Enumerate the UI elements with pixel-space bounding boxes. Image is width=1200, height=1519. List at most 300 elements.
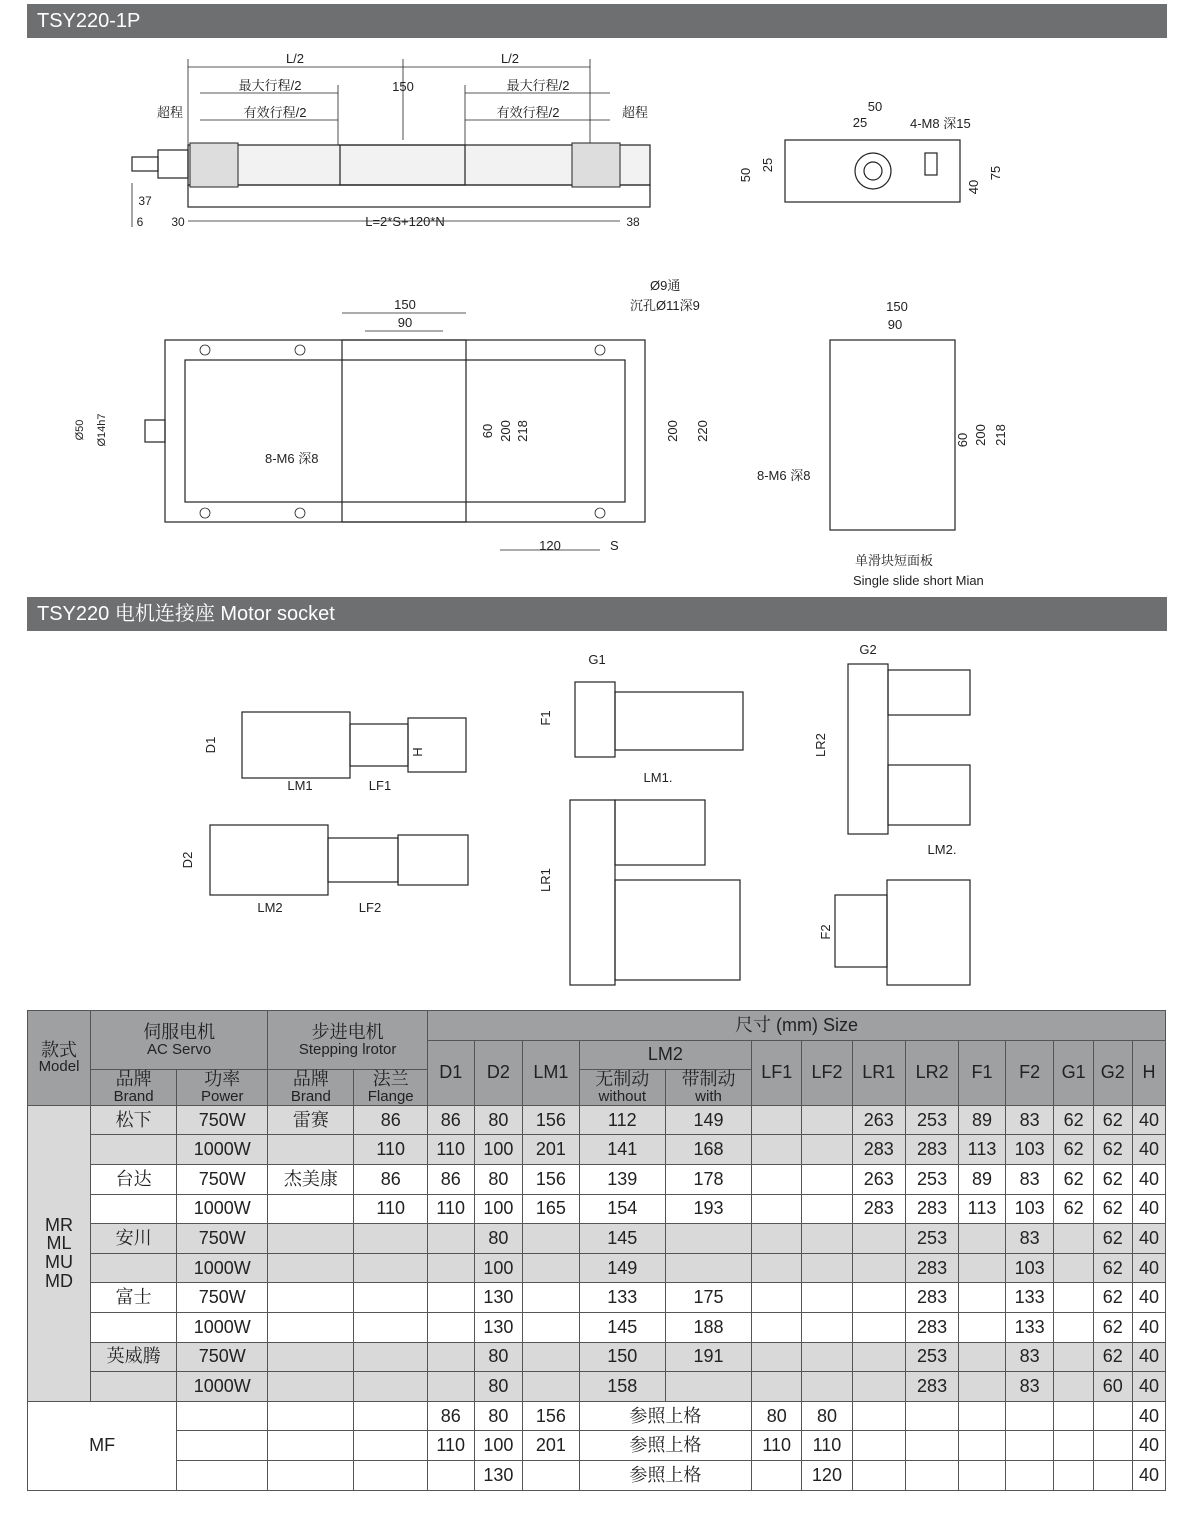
cell-lm2b — [665, 1224, 751, 1254]
cell-lm2b: 188 — [665, 1312, 751, 1342]
cell-lr2: 283 — [905, 1135, 958, 1165]
cell-lr2: 253 — [905, 1342, 958, 1372]
cell-lm1 — [523, 1253, 579, 1283]
cell-lm1 — [523, 1224, 579, 1254]
dim-218: 218 — [515, 420, 530, 442]
cell-h: 40 — [1132, 1312, 1165, 1342]
cell-lr1 — [852, 1224, 905, 1254]
cell-lf2: 110 — [802, 1431, 852, 1461]
cell-f2: 103 — [1005, 1253, 1054, 1283]
head-f2: F2 — [1005, 1040, 1054, 1105]
cell-brand: 台达 — [91, 1165, 177, 1195]
cell-flange — [354, 1372, 427, 1402]
cell-d2: 80 — [474, 1372, 523, 1402]
cell-brand: 富士 — [91, 1283, 177, 1313]
cell-f1 — [959, 1312, 1006, 1342]
cell-g1: 62 — [1054, 1194, 1093, 1224]
cell-d2: 130 — [474, 1460, 523, 1490]
cell-s-brand — [268, 1431, 354, 1461]
head-lr2: LR2 — [905, 1040, 958, 1105]
plate-dim-90: 90 — [887, 317, 903, 332]
cell-lf1 — [752, 1224, 802, 1254]
cell-power: 750W — [177, 1224, 268, 1254]
cell-lm1: 156 — [523, 1401, 579, 1431]
cell-g2: 62 — [1093, 1283, 1132, 1313]
dim-120: 120 — [539, 538, 561, 553]
cell-s-brand — [268, 1401, 354, 1431]
head-brand: 品牌 Brand — [91, 1070, 177, 1106]
cell-lm2b: 149 — [665, 1105, 751, 1135]
table-row — [28, 1283, 1166, 1313]
model-code: MR — [45, 1214, 73, 1235]
cell-flange — [354, 1401, 427, 1431]
dim-25-left: 25 — [760, 157, 775, 173]
head-power: 功率 Power — [177, 1070, 268, 1106]
dim-50-top: 50 — [867, 99, 883, 114]
cell-f2: 83 — [1005, 1224, 1054, 1254]
head-lm2-without: 无制动 without — [579, 1070, 665, 1106]
cell-s_brand — [268, 1283, 354, 1313]
cell-f2: 103 — [1005, 1135, 1054, 1165]
head-model: 款式 Model — [28, 1011, 91, 1106]
cell-lf2 — [802, 1194, 852, 1224]
cell-power: 750W — [177, 1342, 268, 1372]
cell-power: 1000W — [177, 1312, 268, 1342]
cell-d1: 110 — [427, 1135, 474, 1165]
table-row — [28, 1312, 1166, 1342]
cell-lr1 — [852, 1460, 905, 1490]
cell-lr1: 263 — [852, 1165, 905, 1195]
dim-30: 30 — [171, 215, 185, 229]
cell-lm2a: 154 — [579, 1194, 665, 1224]
cell-h: 40 — [1132, 1224, 1165, 1254]
cell-f2 — [1005, 1401, 1054, 1431]
dim-200-outer: 200 — [665, 420, 680, 442]
cell-f1 — [959, 1224, 1006, 1254]
screws-label: 8-M6 深8 — [265, 451, 319, 466]
cell-lm1 — [523, 1372, 579, 1402]
cell-power: 750W — [177, 1165, 268, 1195]
cell-g1 — [1054, 1460, 1093, 1490]
cell-lf2 — [802, 1105, 852, 1135]
cell-s-brand — [268, 1460, 354, 1490]
cell-f1 — [959, 1372, 1006, 1402]
mf-model-cell: MF — [28, 1401, 177, 1490]
cell-h: 40 — [1132, 1165, 1165, 1195]
dim-s: S — [610, 538, 619, 553]
cell-f1 — [959, 1460, 1006, 1490]
cell-lf2: 120 — [802, 1460, 852, 1490]
cell-d1: 86 — [427, 1105, 474, 1135]
cell-lr2: 283 — [905, 1312, 958, 1342]
cell-d2: 130 — [474, 1283, 523, 1313]
cell-g1 — [1054, 1253, 1093, 1283]
cell-d2: 100 — [474, 1135, 523, 1165]
cell-lm2b: 175 — [665, 1283, 751, 1313]
section-title-motor-socket: TSY220 电机连接座 Motor socket — [27, 597, 1167, 631]
cell-brand: 安川 — [91, 1224, 177, 1254]
cell-lr2: 283 — [905, 1283, 958, 1313]
cell-h: 40 — [1132, 1460, 1165, 1490]
shaft-dia-50: Ø50 — [74, 419, 86, 441]
cell-g2: 62 — [1093, 1165, 1132, 1195]
cell-power — [177, 1401, 268, 1431]
head-lm2: LM2 — [579, 1040, 751, 1070]
dim-60: 60 — [480, 423, 495, 439]
cell-d1 — [427, 1253, 474, 1283]
head-d1: D1 — [427, 1040, 474, 1105]
spec-table — [27, 1010, 1166, 1491]
cell-lr1: 283 — [852, 1135, 905, 1165]
cell-power — [177, 1460, 268, 1490]
cell-flange — [354, 1283, 427, 1313]
cell-lf2 — [802, 1312, 852, 1342]
dim-37: 37 — [138, 194, 152, 208]
cell-d1 — [427, 1460, 474, 1490]
cell-lf2: 80 — [802, 1401, 852, 1431]
cell-s_brand — [268, 1342, 354, 1372]
cell-lm2a: 145 — [579, 1224, 665, 1254]
cell-g2: 62 — [1093, 1342, 1132, 1372]
cell-power: 750W — [177, 1283, 268, 1313]
cell-g1: 62 — [1054, 1135, 1093, 1165]
cell-brand — [91, 1253, 177, 1283]
cell-lr1 — [852, 1283, 905, 1313]
socket-label-g1: G1 — [588, 652, 606, 667]
cell-flange — [354, 1460, 427, 1490]
cell-lf2 — [802, 1253, 852, 1283]
plate-dim-60: 60 — [955, 432, 970, 448]
cell-flange — [354, 1312, 427, 1342]
top-view-drawing — [60, 275, 750, 575]
cell-lm2a: 149 — [579, 1253, 665, 1283]
table-row — [28, 1105, 1166, 1135]
cell-f2: 83 — [1005, 1165, 1054, 1195]
cell-power: 1000W — [177, 1372, 268, 1402]
cell-g2: 62 — [1093, 1224, 1132, 1254]
socket-label-d1: D1 — [203, 736, 218, 754]
cell-lm2b: 168 — [665, 1135, 751, 1165]
cell-power: 1000W — [177, 1135, 268, 1165]
hole-note-counterbore: 沉孔Ø11深9 — [630, 298, 700, 313]
cell-lr2 — [905, 1431, 958, 1461]
cell-f2: 103 — [1005, 1194, 1054, 1224]
bellows-right — [572, 143, 620, 187]
table-row — [28, 1135, 1166, 1165]
cell-lm2a: 112 — [579, 1105, 665, 1135]
cell-lm1: 201 — [523, 1431, 579, 1461]
socket-label-lm1-dot: LM1. — [643, 770, 673, 785]
label-eff-stroke-left: 有效行程/2 — [243, 105, 307, 120]
cell-lf2 — [802, 1283, 852, 1313]
cell-f1 — [959, 1401, 1006, 1431]
table-row-mf — [28, 1431, 1166, 1461]
cell-lf1: 110 — [752, 1431, 802, 1461]
head-brand-stepper: 品牌 Brand — [268, 1070, 354, 1106]
cell-lr1 — [852, 1312, 905, 1342]
cell-flange — [354, 1431, 427, 1461]
cell-flange — [354, 1224, 427, 1254]
cell-g1 — [1054, 1372, 1093, 1402]
plate-caption-en: Single slide short Mian — [853, 573, 984, 588]
dim-90: 90 — [397, 315, 413, 330]
cell-lm1: 156 — [523, 1105, 579, 1135]
cell-power: 1000W — [177, 1194, 268, 1224]
cell-d2: 80 — [474, 1165, 523, 1195]
socket-label-lm1: LM1 — [287, 778, 313, 793]
cell-h: 40 — [1132, 1283, 1165, 1313]
plate-dim-150: 150 — [886, 299, 908, 314]
socket-label-lf2: LF2 — [358, 900, 382, 915]
dim-75-right: 75 — [988, 165, 1003, 181]
plate-caption-cn: 单滑块短面板 — [855, 553, 934, 568]
dim-40-right: 40 — [966, 179, 981, 195]
cell-f1: 89 — [959, 1105, 1006, 1135]
cell-lf1 — [752, 1372, 802, 1402]
cell-f1 — [959, 1342, 1006, 1372]
cell-lm2b: 193 — [665, 1194, 751, 1224]
cell-d1: 86 — [427, 1165, 474, 1195]
cell-d1 — [427, 1342, 474, 1372]
cell-g1 — [1054, 1283, 1093, 1313]
table-row — [28, 1165, 1166, 1195]
cell-g1 — [1054, 1342, 1093, 1372]
cell-f2: 83 — [1005, 1372, 1054, 1402]
model-code: ML — [46, 1233, 72, 1254]
cell-h: 40 — [1132, 1372, 1165, 1402]
cell-lm2a: 145 — [579, 1312, 665, 1342]
cell-s_brand — [268, 1253, 354, 1283]
cell-h: 40 — [1132, 1253, 1165, 1283]
cell-lm2-ref: 参照上格 — [579, 1401, 751, 1431]
cell-lm1: 165 — [523, 1194, 579, 1224]
cell-lm1 — [523, 1460, 579, 1490]
cell-f2 — [1005, 1431, 1054, 1461]
end-view-drawing — [730, 95, 1020, 210]
cell-g2 — [1093, 1431, 1132, 1461]
cell-s_brand — [268, 1135, 354, 1165]
cell-g2 — [1093, 1460, 1132, 1490]
plate-screws-label: 8-M6 深8 — [757, 468, 811, 483]
cell-brand — [91, 1372, 177, 1402]
socket-label-lr2: LR2 — [813, 733, 828, 757]
socket-label-lf1: LF1 — [368, 778, 392, 793]
hole-note-through: Ø9通 — [650, 278, 681, 293]
cell-lr2: 253 — [905, 1224, 958, 1254]
cell-h: 40 — [1132, 1401, 1165, 1431]
cell-brand: 松下 — [91, 1105, 177, 1135]
cell-lf1 — [752, 1460, 802, 1490]
cell-lr1: 283 — [852, 1194, 905, 1224]
cell-s_brand — [268, 1372, 354, 1402]
cell-s_brand — [268, 1194, 354, 1224]
head-d2: D2 — [474, 1040, 523, 1105]
cell-g1 — [1054, 1431, 1093, 1461]
cell-f2 — [1005, 1460, 1054, 1490]
cell-d1 — [427, 1312, 474, 1342]
cell-lf2 — [802, 1372, 852, 1402]
cell-f1: 89 — [959, 1165, 1006, 1195]
cell-h: 40 — [1132, 1431, 1165, 1461]
cell-lr1: 263 — [852, 1105, 905, 1135]
bellows-left — [190, 143, 238, 187]
head-servo: 伺服电机 AC Servo — [91, 1011, 268, 1070]
cell-g2: 62 — [1093, 1105, 1132, 1135]
socket-label-f1: F1 — [538, 710, 553, 726]
cell-f1 — [959, 1431, 1006, 1461]
cell-lm2b — [665, 1253, 751, 1283]
cell-lf1: 80 — [752, 1401, 802, 1431]
shaft-dia-14: Ø14h7 — [96, 413, 108, 447]
socket-label-lr1: LR1 — [538, 868, 553, 892]
cell-d2: 80 — [474, 1105, 523, 1135]
cell-f1 — [959, 1253, 1006, 1283]
table-row — [28, 1342, 1166, 1372]
cell-lf2 — [802, 1135, 852, 1165]
cell-d2: 80 — [474, 1342, 523, 1372]
cell-lf1 — [752, 1342, 802, 1372]
cell-h: 40 — [1132, 1105, 1165, 1135]
cell-flange: 86 — [354, 1165, 427, 1195]
label-eff-stroke-right: 有效行程/2 — [496, 105, 560, 120]
label-overtravel-left: 超程 — [156, 105, 184, 120]
cell-flange: 110 — [354, 1194, 427, 1224]
cell-f2: 83 — [1005, 1342, 1054, 1372]
cell-g1 — [1054, 1401, 1093, 1431]
cell-lm2a: 139 — [579, 1165, 665, 1195]
cell-brand — [91, 1194, 177, 1224]
cell-brand: 英威腾 — [91, 1342, 177, 1372]
socket-label-f2: F2 — [818, 924, 833, 940]
cell-lr2: 253 — [905, 1165, 958, 1195]
cell-lm1 — [523, 1283, 579, 1313]
cell-lm2a: 141 — [579, 1135, 665, 1165]
cell-lr2: 283 — [905, 1372, 958, 1402]
cell-f1 — [959, 1283, 1006, 1313]
cell-d2: 130 — [474, 1312, 523, 1342]
motor-socket-drawings — [180, 640, 980, 995]
cell-lf2 — [802, 1224, 852, 1254]
cell-lf2 — [802, 1165, 852, 1195]
cell-d2: 100 — [474, 1431, 523, 1461]
cell-lm2a: 133 — [579, 1283, 665, 1313]
cell-lf1 — [752, 1105, 802, 1135]
cell-power: 1000W — [177, 1253, 268, 1283]
side-view-drawing — [120, 45, 660, 235]
head-stepper: 步进电机 Stepping lrotor — [268, 1011, 428, 1070]
cell-lm2-ref: 参照上格 — [579, 1431, 751, 1461]
cell-d1: 86 — [427, 1401, 474, 1431]
cell-s_brand: 杰美康 — [268, 1165, 354, 1195]
head-flange: 法兰 Flange — [354, 1070, 427, 1106]
cell-flange: 86 — [354, 1105, 427, 1135]
cell-lm2-ref: 参照上格 — [579, 1460, 751, 1490]
cell-d2: 80 — [474, 1224, 523, 1254]
cell-h: 40 — [1132, 1194, 1165, 1224]
cell-g1 — [1054, 1224, 1093, 1254]
dim-max-stroke-left: 最大行程/2 — [238, 78, 302, 93]
cell-h: 40 — [1132, 1135, 1165, 1165]
head-lr1: LR1 — [852, 1040, 905, 1105]
cell-lm2a: 158 — [579, 1372, 665, 1402]
cell-lm2b: 178 — [665, 1165, 751, 1195]
model-code: MU — [45, 1252, 73, 1273]
table-row — [28, 1224, 1166, 1254]
cell-f1: 113 — [959, 1194, 1006, 1224]
cell-s_brand: 雷赛 — [268, 1105, 354, 1135]
head-lm2-with: 带制动 with — [665, 1070, 751, 1106]
socket-label-lm2: LM2 — [257, 900, 283, 915]
cell-lf1 — [752, 1194, 802, 1224]
head-g1: G1 — [1054, 1040, 1093, 1105]
cell-flange — [354, 1253, 427, 1283]
cell-lm2b: 191 — [665, 1342, 751, 1372]
table-row — [28, 1253, 1166, 1283]
dim-150: 150 — [394, 297, 416, 312]
cell-lr1 — [852, 1342, 905, 1372]
cell-flange: 110 — [354, 1135, 427, 1165]
socket-label-h: H — [410, 747, 425, 757]
label-overtravel-right: 超程 — [621, 105, 649, 120]
label-4-m8-holes: 4-M8 深15 — [910, 116, 971, 131]
dim-length-formula: L=2*S+120*N — [365, 214, 445, 229]
cell-d2: 100 — [474, 1253, 523, 1283]
cell-d1: 110 — [427, 1431, 474, 1461]
cell-g2 — [1093, 1401, 1132, 1431]
head-h: H — [1132, 1040, 1165, 1105]
cell-g2: 60 — [1093, 1372, 1132, 1402]
cell-f2: 133 — [1005, 1283, 1054, 1313]
table-row-mf — [28, 1460, 1166, 1490]
head-lf2: LF2 — [802, 1040, 852, 1105]
head-lf1: LF1 — [752, 1040, 802, 1105]
table-row-mf — [28, 1401, 1166, 1431]
head-size: 尺寸 (mm) Size — [427, 1011, 1165, 1041]
cell-d1 — [427, 1372, 474, 1402]
socket-label-d2: D2 — [180, 851, 195, 869]
cell-lm1 — [523, 1342, 579, 1372]
cell-lr2 — [905, 1460, 958, 1490]
cell-h: 40 — [1132, 1342, 1165, 1372]
cell-lm1: 156 — [523, 1165, 579, 1195]
dim-200-inner: 200 — [498, 420, 513, 442]
dim-220-outer: 220 — [695, 420, 710, 442]
cell-lm1 — [523, 1312, 579, 1342]
short-plate-drawing — [755, 295, 1035, 590]
cell-g2: 62 — [1093, 1135, 1132, 1165]
dim-50-left: 50 — [738, 167, 753, 183]
cell-s_brand — [268, 1224, 354, 1254]
cell-lm2b — [665, 1372, 751, 1402]
cell-lf1 — [752, 1135, 802, 1165]
socket-label-g2: G2 — [859, 642, 877, 657]
dim-max-stroke-right: 最大行程/2 — [506, 78, 570, 93]
dim-38: 38 — [626, 215, 640, 229]
cell-lr2 — [905, 1401, 958, 1431]
cell-lr1 — [852, 1372, 905, 1402]
cell-d2: 100 — [474, 1194, 523, 1224]
spec-table-body — [28, 1105, 1166, 1490]
cell-d2: 80 — [474, 1401, 523, 1431]
dim-6: 6 — [136, 215, 144, 229]
cell-g2: 62 — [1093, 1194, 1132, 1224]
cell-lr2: 283 — [905, 1253, 958, 1283]
cell-g1 — [1054, 1312, 1093, 1342]
cell-lf1 — [752, 1165, 802, 1195]
cell-flange — [354, 1342, 427, 1372]
cell-lr2: 283 — [905, 1194, 958, 1224]
cell-f2: 133 — [1005, 1312, 1054, 1342]
